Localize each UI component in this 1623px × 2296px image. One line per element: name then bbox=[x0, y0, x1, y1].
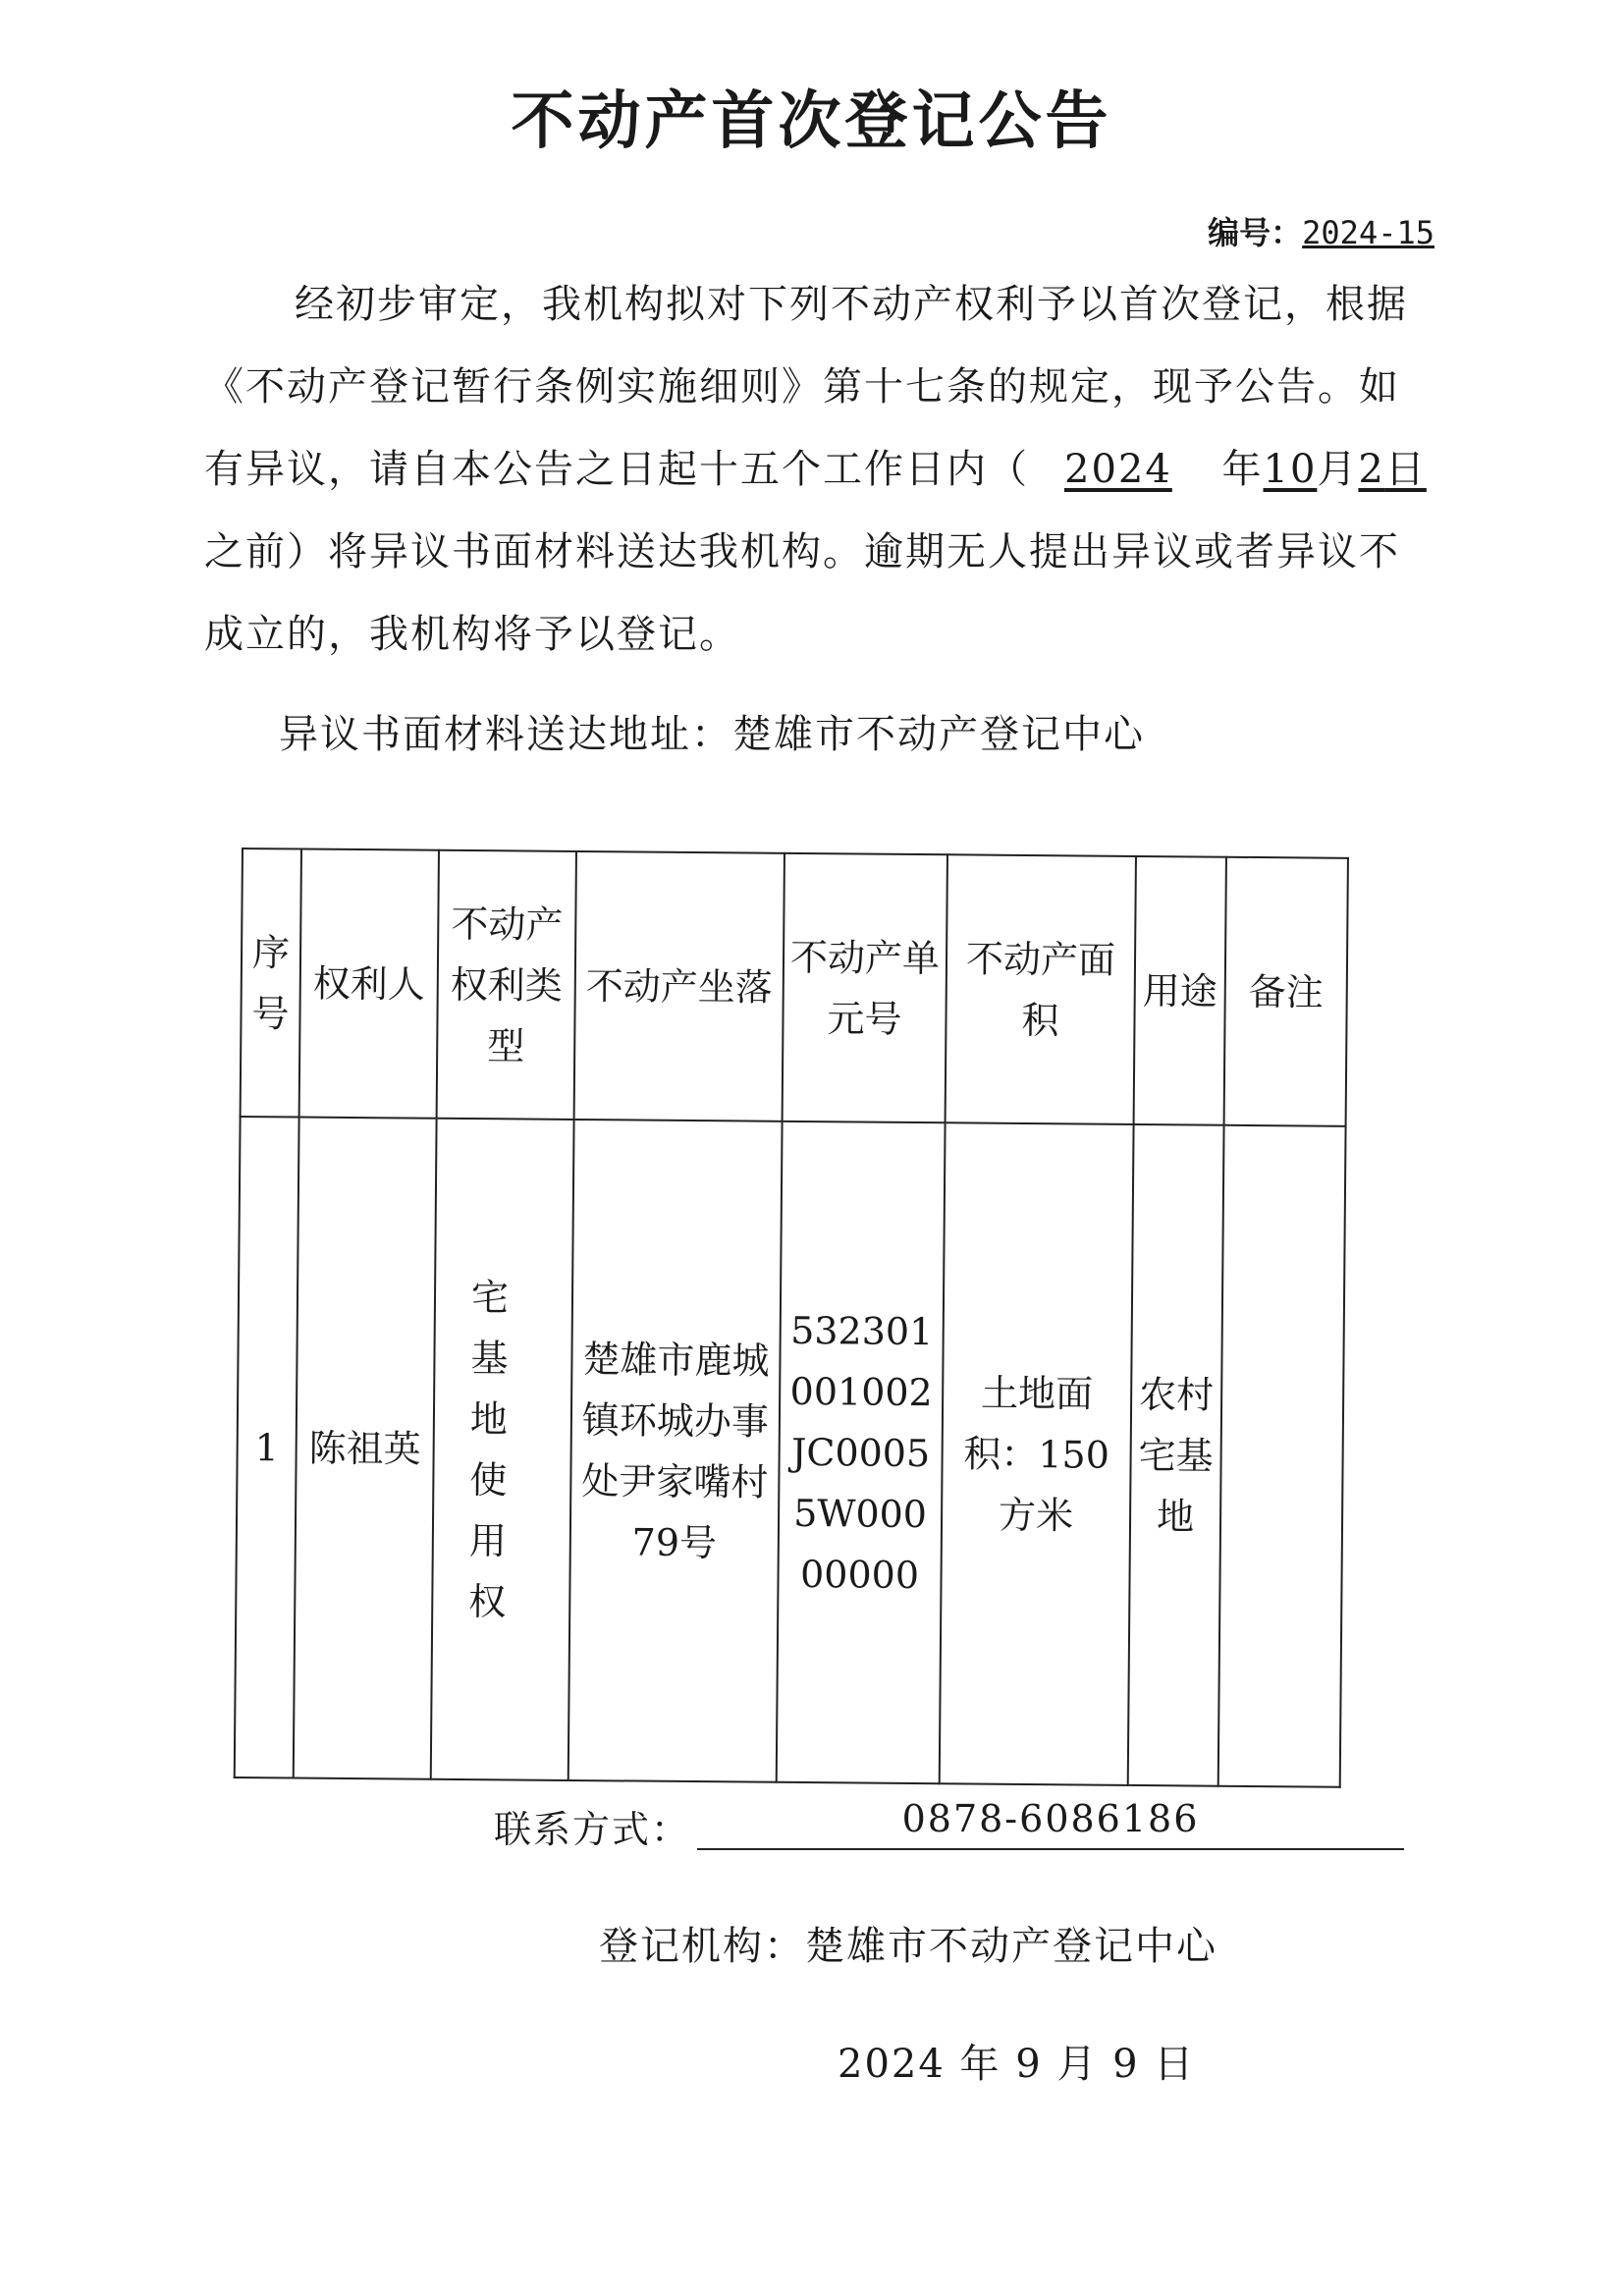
notice-text-part1: 经初步审定，我机构拟对下列不动产权利予以首次登记，根据《不动产登记暂行条例实施细则》第十七条的规定，现予公告。如有异议，请自本公告之日起十五个工作日内（ bbox=[204, 282, 1408, 492]
registration-table bbox=[234, 847, 1349, 1788]
deadline-year: 2024 bbox=[1064, 447, 1172, 492]
header-holder: 权利人 bbox=[299, 849, 439, 1119]
month-char: 月 bbox=[1317, 447, 1359, 492]
cell-holder: 陈祖英 bbox=[294, 1118, 437, 1779]
header-area: 不动产面积 bbox=[946, 854, 1136, 1124]
deadline-month: 10 bbox=[1263, 447, 1318, 492]
header-usage: 用途 bbox=[1134, 856, 1226, 1125]
cell-seq: 1 bbox=[235, 1117, 299, 1777]
table-row bbox=[235, 1117, 1346, 1787]
cell-usage: 农村宅基地 bbox=[1128, 1124, 1224, 1786]
cell-area: 土地面积：150方米 bbox=[940, 1122, 1134, 1785]
notice-body bbox=[204, 263, 1427, 676]
objection-address: 异议书面材料送达地址：楚雄市不动产登记中心 bbox=[279, 712, 1145, 757]
cell-location: 楚雄市鹿城镇环城办事处尹家嘴村79号 bbox=[568, 1120, 783, 1782]
page-title: 不动产首次登记公告 bbox=[511, 85, 1112, 158]
header-unit-no: 不动产单元号 bbox=[783, 853, 947, 1122]
cell-unit-no: 532301001002JC00055W00000000 bbox=[777, 1121, 946, 1783]
document-number-label: 编号： bbox=[1208, 214, 1303, 251]
year-char: 年 bbox=[1221, 447, 1264, 492]
document-number-value: 2024-15 bbox=[1302, 214, 1434, 251]
registration-agency: 登记机构：楚雄市不动产登记中心 bbox=[599, 1924, 1217, 1969]
notice-text-part2: 之前）将异议书面材料送达我机构。逾期无人提出异议或者异议不成立的，我机构将予以登记。 bbox=[204, 529, 1400, 657]
document-number bbox=[1208, 208, 1434, 253]
notice-date: 2024 年 9 月 9 日 bbox=[838, 2042, 1196, 2087]
table-header-row bbox=[241, 848, 1348, 1126]
notice-paragraph bbox=[204, 263, 1427, 676]
header-location: 不动产坐落 bbox=[574, 851, 784, 1121]
header-seq: 序号 bbox=[241, 848, 301, 1118]
cell-remark bbox=[1218, 1125, 1346, 1787]
header-remark: 备注 bbox=[1224, 857, 1348, 1126]
header-right-type: 不动产权利类型 bbox=[437, 850, 576, 1120]
contact-phone: 0878-6086186 bbox=[697, 1797, 1404, 1850]
cell-right-type: 宅基地使用权 bbox=[431, 1119, 574, 1780]
deadline-day: 2 bbox=[1358, 447, 1385, 492]
day-char: 日 bbox=[1384, 447, 1427, 492]
contact-label: 联系方式： bbox=[494, 1808, 691, 1851]
